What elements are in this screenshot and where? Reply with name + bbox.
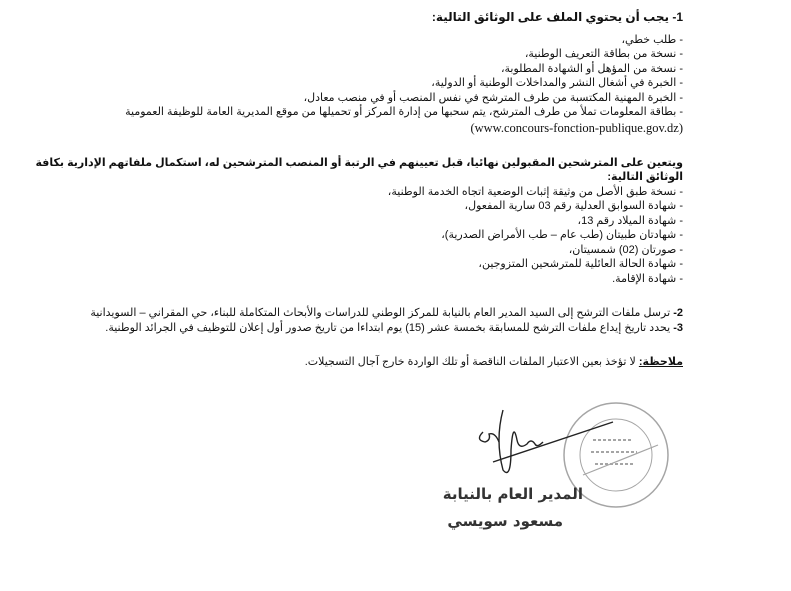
- list-item: - الخبرة المهنية المكتسبة من طرف المترشح في نفس المنصب أو في منصب معادل،: [303, 91, 683, 104]
- sections-2-3: [20, 306, 683, 335]
- list-item: - نسخة طبق الأصل من وثيقة إثبات الوضعية اتجاه الخدمة الوطنية،: [387, 185, 683, 198]
- section-1: [20, 10, 683, 136]
- section-3-number: 3-: [673, 321, 683, 334]
- list-item: - الخبرة في أشغال النشر والمداخلات الوطنية أو الدولية،: [431, 77, 683, 89]
- section-2-text: ترسل ملفات الترشح إلى السيد المدير العام بالنيابة للمركز الوطني للدراسات والأبحاث المتكاملة للبناء، حي المقراني – السويدانية: [90, 307, 674, 319]
- section-1-heading: 1- يجب أن يحتوي الملف على الوثائق التالية:: [431, 10, 683, 24]
- section-2-number: 2-: [673, 307, 683, 319]
- list-item: - طلب خطي،: [621, 33, 683, 46]
- list-item: - شهادة الإقامة.: [612, 272, 683, 285]
- list-item: - شهادة السوابق العدلية رقم 03 سارية المفعول،: [464, 200, 683, 212]
- final-documents-section: [20, 156, 683, 287]
- section-3-text: يحدد تاريخ إيداع ملفات الترشح للمسابقة بخمسة عشر (15) يوم ابتداءا من تاريخ صدور أول إعلان للتوظيف في الجرائد الوطنية.: [105, 321, 674, 334]
- signatory-title: المدير العام بالنيابة: [442, 484, 583, 503]
- signature-block: [433, 380, 683, 545]
- section-3: [20, 321, 683, 336]
- document-page: [20, 10, 683, 545]
- final-documents-heading: ويتعين على المترشحين المقبولين نهائيا، قبل تعيينهم في الرتبة أو المنصب المترشحين له، استكمال ملفاتهم الإدارية بكافة الوثائق التالية:: [35, 156, 683, 183]
- handwritten-signature: [479, 410, 613, 473]
- list-item: - شهادة الحالة العائلية للمترشحين المتزوجين،: [478, 258, 683, 270]
- note-text: لا تؤخذ بعين الاعتبار الملفات الناقصة أو تلك الواردة خارج آجال التسجيلات.: [304, 356, 639, 368]
- list-item: - نسخة من المؤهل أو الشهادة المطلوبة،: [500, 62, 683, 75]
- list-item: - شهادتان طبيتان (طب عام – طب الأمراض الصدرية)،: [441, 229, 683, 241]
- note-label: ملاحظة:: [638, 356, 683, 368]
- list-item: - نسخة من بطاقة التعريف الوطنية،: [524, 48, 683, 60]
- list-item: - شهادة الميلاد رقم 13،: [577, 214, 683, 227]
- list-item: - بطاقة المعلومات تملأ من طرف المترشح، يتم سحبها من إدارة المركز أو تحميلها من موقع المديرية العامة للوظيفة العمومية: [125, 106, 683, 118]
- list-item: - صورتان (02) شمسيتان،: [568, 243, 683, 256]
- website-url: (www.concours-fonction-publique.gov.dz): [470, 120, 683, 135]
- note: [20, 355, 683, 370]
- section-2: [20, 306, 683, 321]
- signatory-name: مسعود سويسي: [447, 511, 563, 530]
